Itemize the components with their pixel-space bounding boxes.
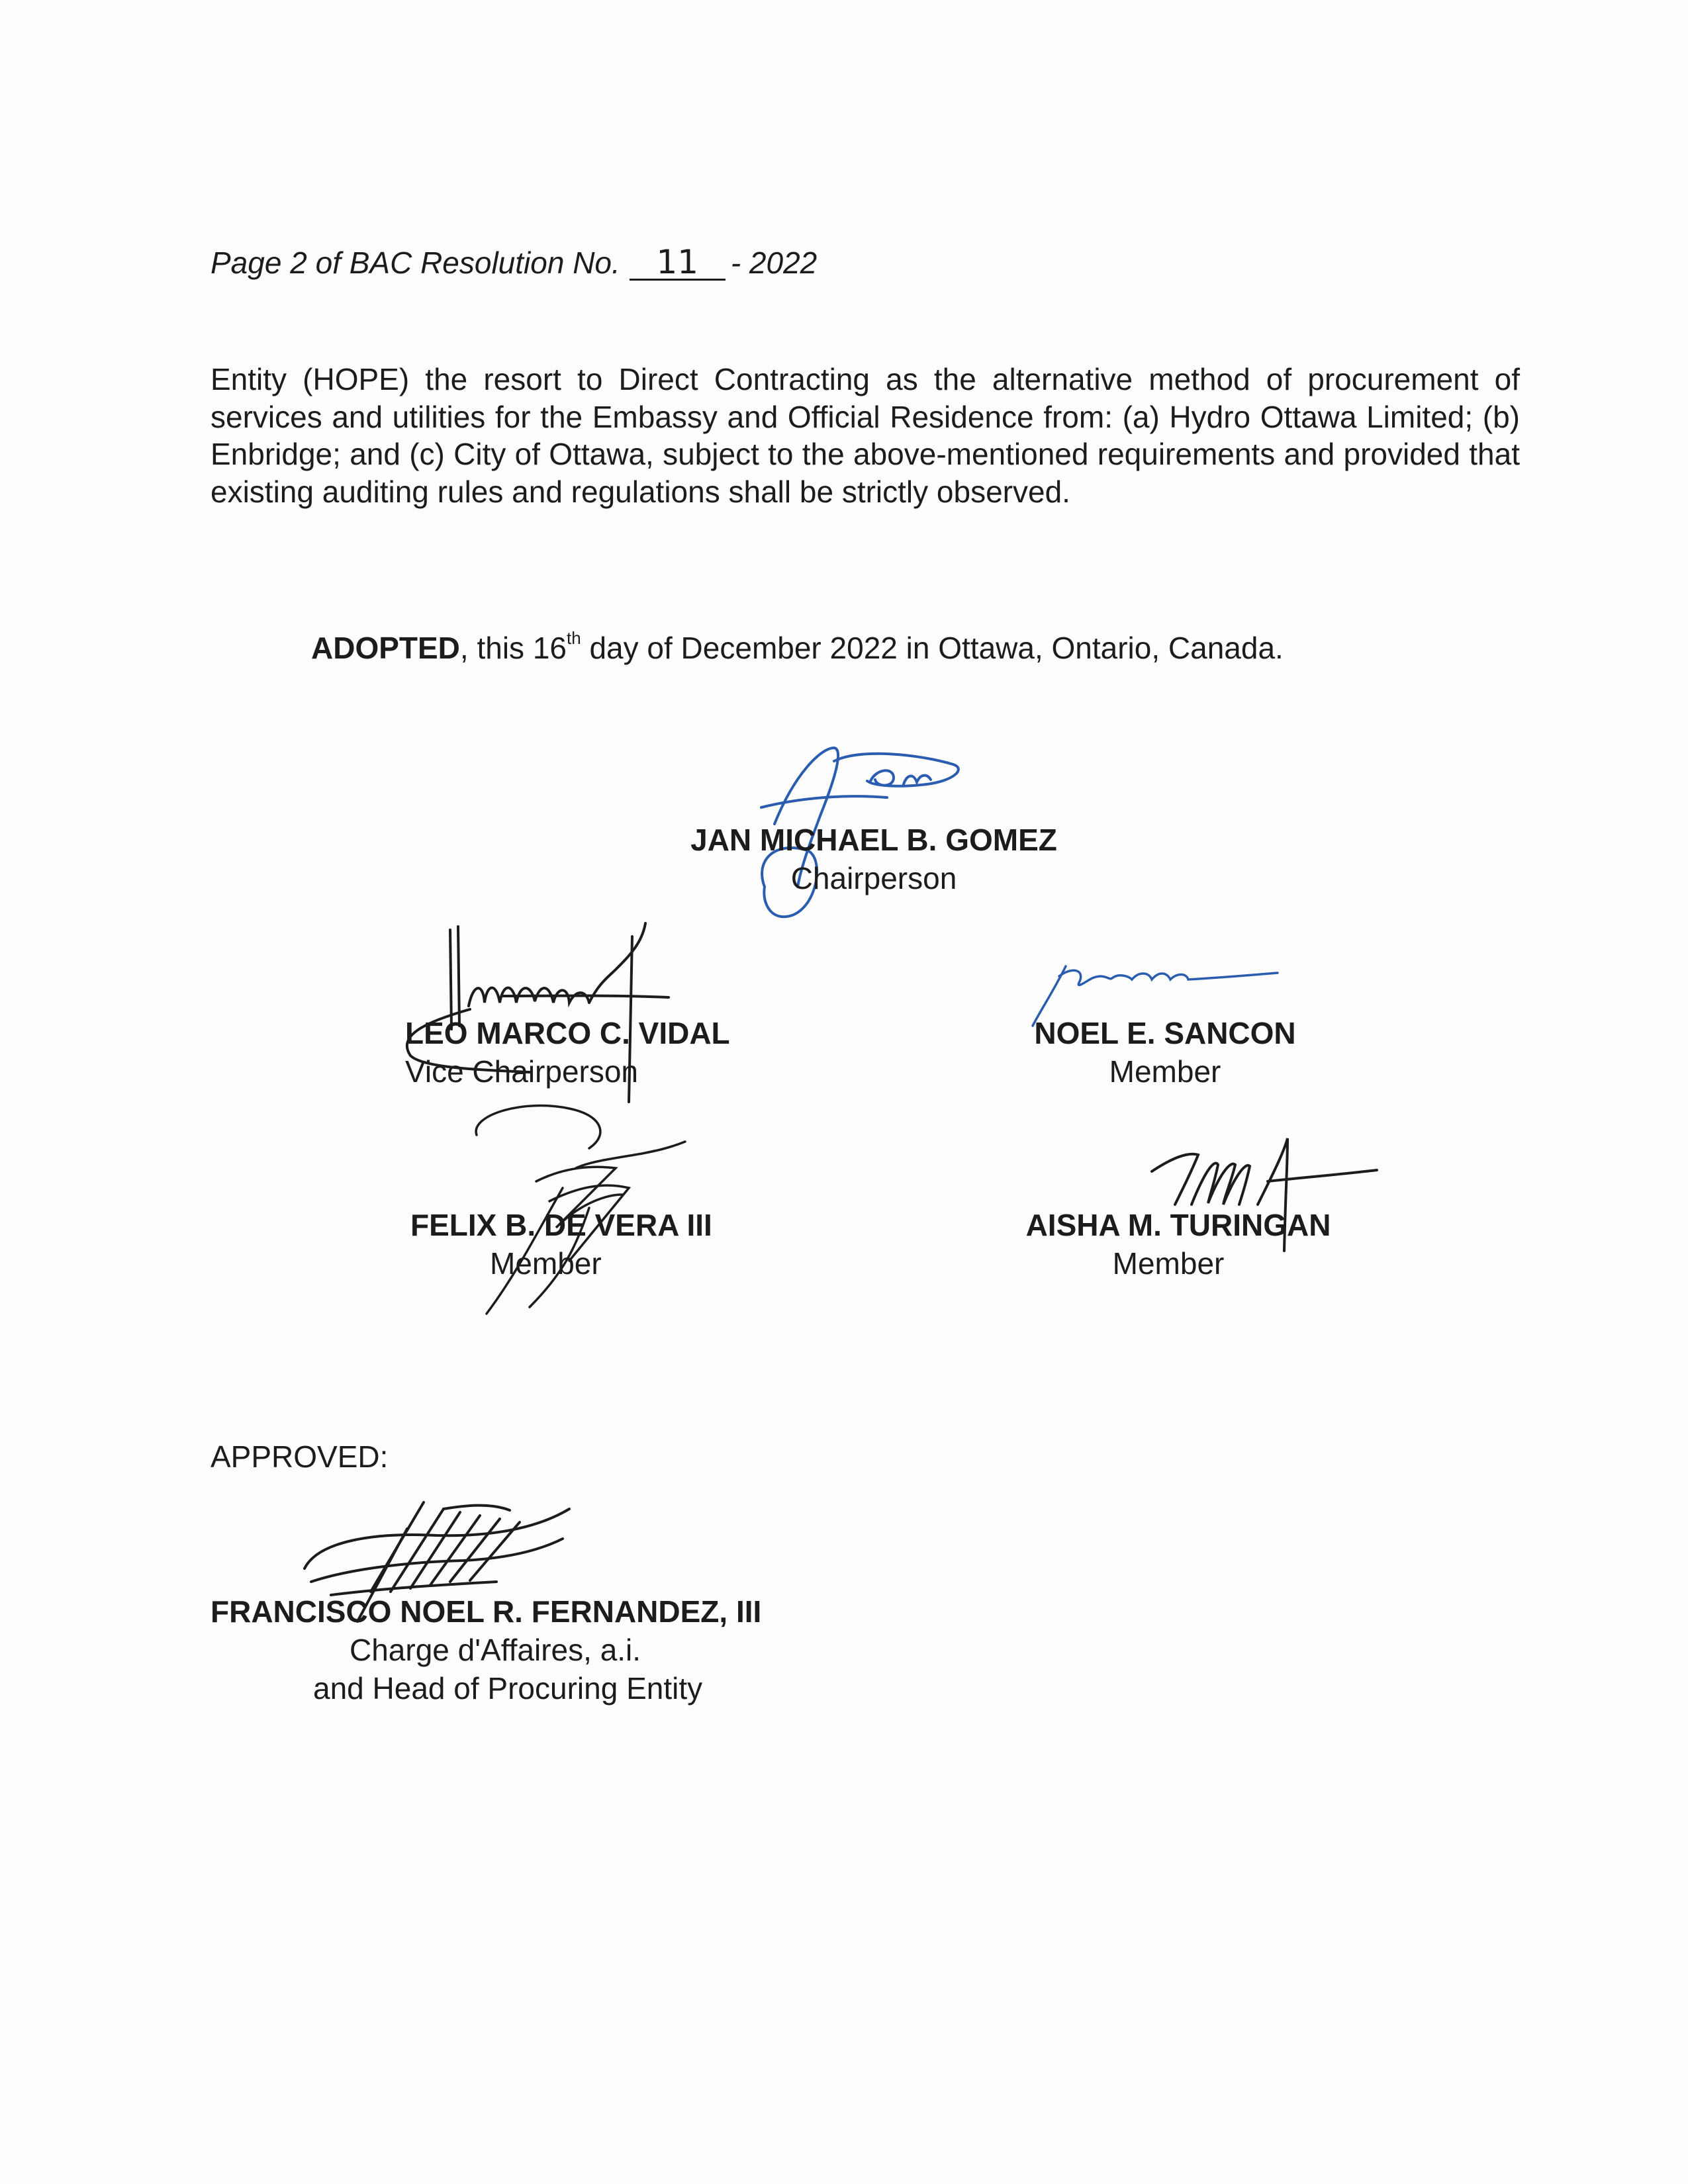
member-turingan-block	[973, 1206, 1383, 1283]
body-paragraph: Entity (HOPE) the resort to Direct Contracting as the alternative method of procurement of services and utilities for the Embassy and Official Residence from: (a) Hydro Ottawa Limited; (b) Enbridge; and (c) City of Ottawa, subject to the above-mentioned requirements and provided that existing auditing rules and regulations shall be strictly observed.	[211, 362, 1520, 509]
adopted-label: ADOPTED	[311, 631, 460, 665]
header-suffix: - 2022	[730, 246, 818, 280]
member-sancon-name: NOEL E. SANCON	[1034, 1016, 1296, 1050]
adopted-text-after-day: day of December 2022 in Ottawa, Ontario, Canada.	[581, 631, 1284, 665]
approver-block	[211, 1592, 761, 1707]
adopted-text-before-day: , this 16	[459, 631, 567, 665]
member-devera-role: Member	[490, 1246, 602, 1281]
member-turingan-role: Member	[1112, 1246, 1225, 1281]
header-prefix: Page 2 of BAC Resolution No.	[211, 246, 620, 280]
page-header	[211, 245, 817, 281]
approver-role-line-1: Charge d'Affaires, a.i.	[350, 1633, 641, 1667]
chairperson-role: Chairperson	[790, 861, 957, 895]
approved-label: APPROVED:	[211, 1439, 389, 1474]
member-sancon-block	[960, 1014, 1370, 1091]
vice-chairperson-role: Vice Chairperson	[405, 1054, 639, 1089]
vice-chairperson-block	[371, 1014, 781, 1091]
member-sancon-role: Member	[1109, 1054, 1221, 1089]
member-devera-name: FELIX B. DE VERA III	[410, 1208, 712, 1242]
member-turingan-name: AISHA M. TURINGAN	[1025, 1208, 1331, 1242]
chairperson-name: JAN MICHAEL B. GOMEZ	[690, 823, 1057, 857]
approver-role-line-2: and Head of Procuring Entity	[313, 1671, 703, 1706]
vice-chairperson-name: LEO MARCO C. VIDAL	[405, 1016, 730, 1050]
chairperson-block	[583, 821, 1165, 897]
resolution-number: 11	[630, 246, 726, 281]
adopted-line	[311, 630, 1284, 666]
member-devera-block	[371, 1206, 781, 1283]
day-ordinal-suffix: th	[567, 628, 581, 648]
approver-name: FRANCISCO NOEL R. FERNANDEZ, III	[211, 1594, 762, 1629]
